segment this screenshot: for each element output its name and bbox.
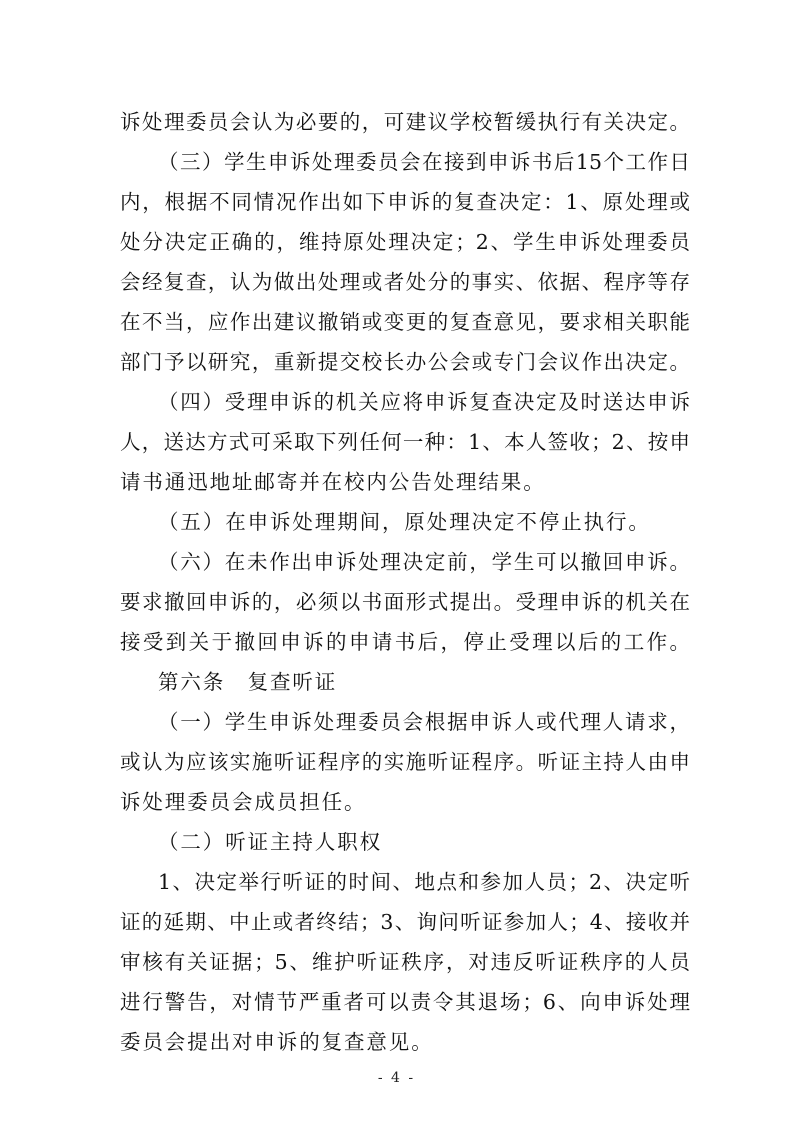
text-line: （二）听证主持人职权 [158,830,382,854]
text-line: （四）受理申诉的机关应将申诉复查决定及时送达申诉 [158,390,690,414]
text-line: 审核有关证据；5、维护听证秩序，对违反听证秩序的人员 [120,950,690,974]
text-line: 处分决定正确的，维持原处理决定；2、学生申诉处理委员 [120,230,690,254]
text-line: 诉处理委员会成员担任。 [120,790,367,814]
text-line: （六）在未作出申诉处理决定前，学生可以撤回申诉。 [158,550,690,574]
text-line: 证的延期、中止或者终结；3、询问听证参加人；4、接收并 [120,910,690,934]
text-line: 要求撤回申诉的，必须以书面形式提出。受理申诉的机关在 [120,590,690,614]
text-line: 接受到关于撤回申诉的申请书后，停止受理以后的工作。 [120,630,690,654]
text-line: 会经复查，认为做出处理或者处分的事实、依据、程序等存 [120,270,690,294]
text-line: 或认为应该实施听证程序的实施听证程序。听证主持人由申 [120,750,690,774]
text-line: 在不当，应作出建议撤销或变更的复查意见，要求相关职能 [120,310,690,334]
text-line: 内，根据不同情况作出如下申诉的复查决定：1、原处理或 [120,190,690,214]
text-line: 部门予以研究，重新提交校长办公会或专门会议作出决定。 [120,350,690,374]
section-heading: 第六条 复查听证 [158,670,338,694]
text-line: 人，送达方式可采取下列任何一种：1、本人签收；2、按申 [120,430,690,454]
text-line: 进行警告，对情节严重者可以责令其退场；6、向申诉处理 [120,990,690,1014]
page-number: - 4 - [377,1070,416,1086]
text-line: （一）学生申诉处理委员会根据申诉人或代理人请求， [158,710,690,734]
text-line: 委员会提出对申诉的复查意见。 [120,1030,434,1054]
text-line: 1、决定举行听证的时间、地点和参加人员；2、决定听 [158,870,690,894]
text-line: 诉处理委员会认为必要的，可建议学校暂缓执行有关决定。 [120,110,690,134]
text-line: （五）在申诉处理期间，原处理决定不停止执行。 [158,510,651,534]
text-line: （三）学生申诉处理委员会在接到申诉书后15个工作日 [158,150,690,174]
text-line: 请书通迅地址邮寄并在校内公告处理结果。 [120,470,546,494]
